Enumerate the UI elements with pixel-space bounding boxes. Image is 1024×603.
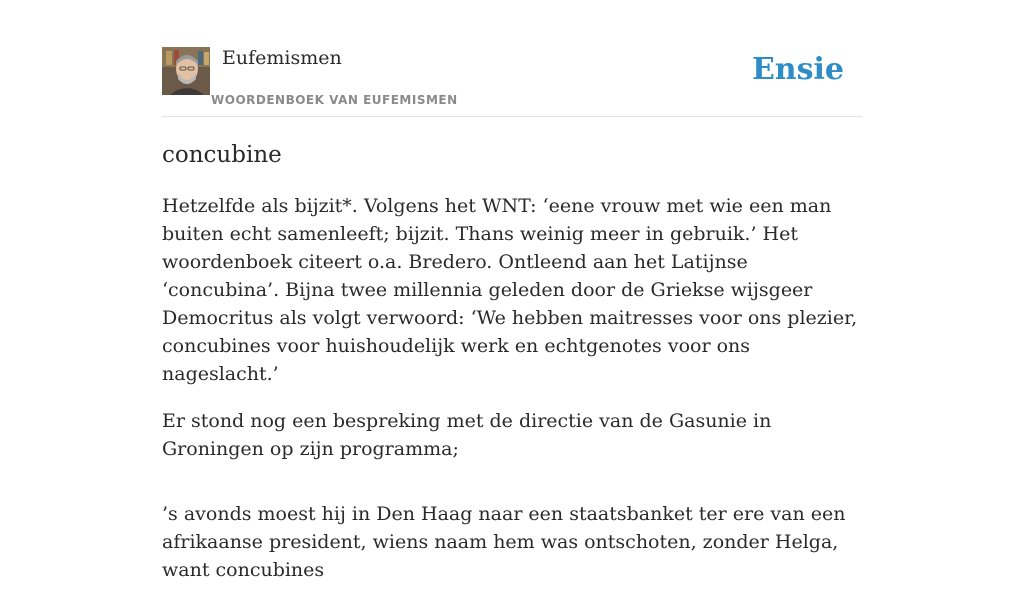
header [162, 46, 862, 117]
publication-subtitle[interactable]: WOORDENBOEK VAN EUFEMISMEN [211, 93, 458, 107]
article-paragraph: ’s avonds moest hij in Den Haag naar een staatsbanket ter ere van een afrikaanse president, wiens naam hem was ontschoten, zonder Helga, want concubines [162, 503, 846, 581]
article-title: concubine [162, 142, 282, 168]
article-paragraph: Hetzelfde als bijzit*. Volgens het WNT: ‘eene vrouw met wie een man buiten echt samenleeft; bijzit. Thans weinig meer in gebruik.’ Het woordenboek citeert o.a. Bredero. Ontleend aan het Latijnse ‘concubina’. Bijna twee millennia geleden door de Griekse wijsgeer Democritus als volgt verwoord: ‘We hebben maitresses voor ons plezier, concubines voor huishoudelijk werk en echtgenotes voor ons nageslacht.’ [162, 195, 858, 385]
avatar[interactable] [162, 47, 210, 95]
brand-logo[interactable]: Ensie [751, 52, 844, 87]
avatar-image [162, 47, 210, 95]
author-name[interactable]: Eufemismen [222, 47, 342, 69]
article-body [162, 192, 864, 603]
article-paragraph: Er stond nog een bespreking met de directie van de Gasunie in Groningen op zijn programma; [162, 410, 772, 460]
